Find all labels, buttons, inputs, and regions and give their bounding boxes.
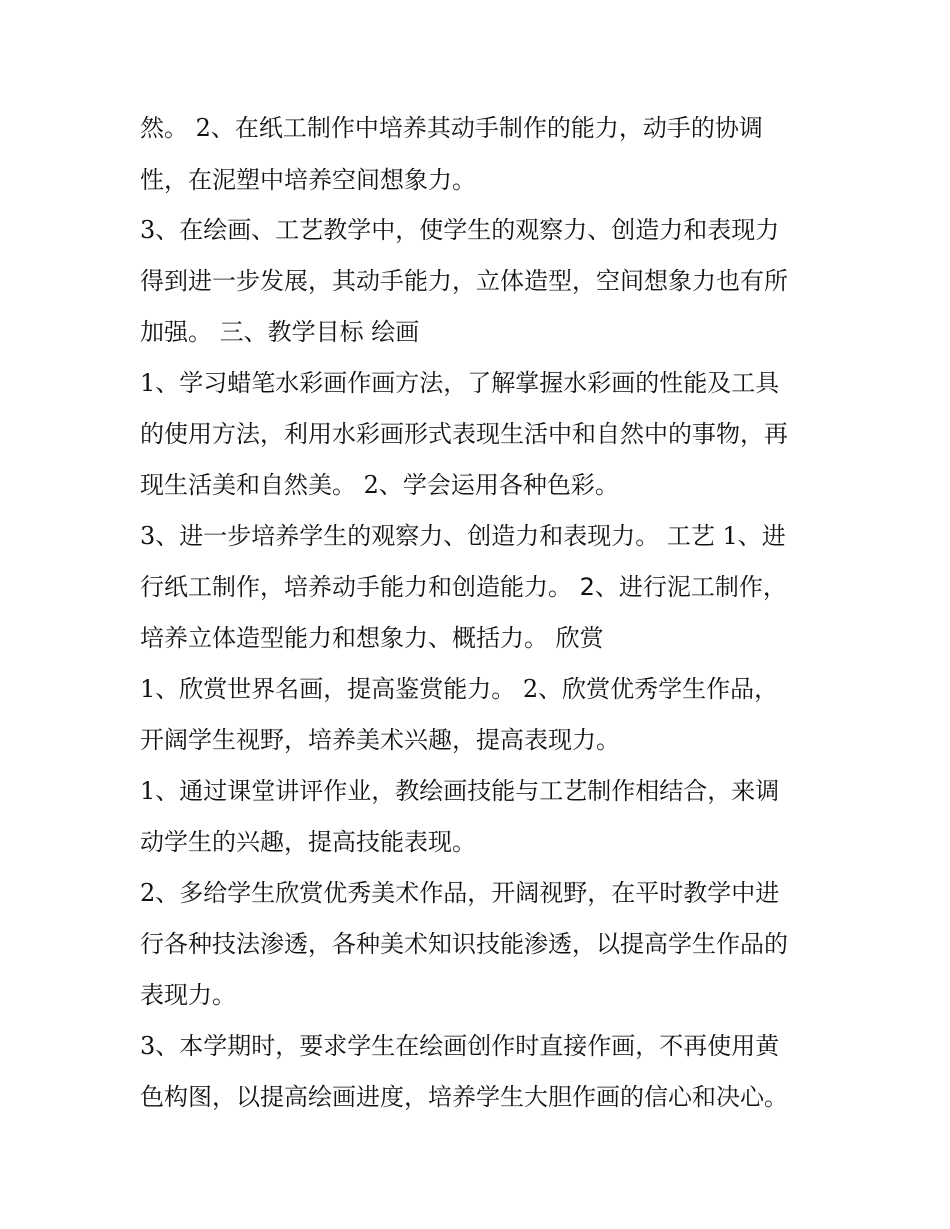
text-line: 现生活美和自然美。 2、学会运用各种色彩。: [140, 471, 619, 499]
text-line: 得到进一步发展，其动手能力，立体造型，空间想象力也有所: [140, 267, 788, 295]
text-line: 的使用方法，利用水彩画形式表现生活中和自然中的事物，再: [140, 420, 788, 448]
text-line: 1、通过课堂讲评作业，教绘画技能与工艺制作相结合，来调: [140, 777, 780, 805]
text-line: 行纸工制作，培养动手能力和创造能力。 2、进行泥工制作，: [140, 573, 787, 601]
text-line: 性，在泥塑中培养空间想象力。: [140, 166, 476, 194]
text-line: 1、欣赏世界名画，提高鉴赏能力。 2、欣赏优秀学生作品，: [140, 675, 779, 703]
text-line: 行各种技法渗透，各种美术知识技能渗透，以提高学生作品的: [140, 930, 788, 958]
text-line: 1、学习蜡笔水彩画作画方法，了解掌握水彩画的性能及工具: [140, 369, 780, 397]
text-line: 3、在绘画、工艺教学中，使学生的观察力、创造力和表现力: [140, 216, 780, 244]
text-line: 色构图，以提高绘画进度，培养学生大胆作画的信心和决心。: [140, 1083, 788, 1111]
text-line: 加强。 三、教学目标 绘画: [140, 318, 420, 346]
text-line: 动学生的兴趣，提高技能表现。: [140, 828, 476, 856]
text-line: 培养立体造型能力和想象力、概括力。 欣赏: [140, 624, 604, 652]
text-line: 然。 2、在纸工制作中培养其动手制作的能力，动手的协调: [140, 114, 763, 142]
text-line: 2、多给学生欣赏优秀美术作品，开阔视野，在平时教学中进: [140, 879, 780, 907]
text-line: 3、本学期时，要求学生在绘画创作时直接作画，不再使用黄: [140, 1032, 780, 1060]
text-line: 3、进一步培养学生的观察力、创造力和表现力。 工艺 1、进: [140, 522, 786, 550]
text-line: 表现力。: [140, 981, 236, 1009]
text-line: 开阔学生视野，培养美术兴趣，提高表现力。: [140, 726, 620, 754]
